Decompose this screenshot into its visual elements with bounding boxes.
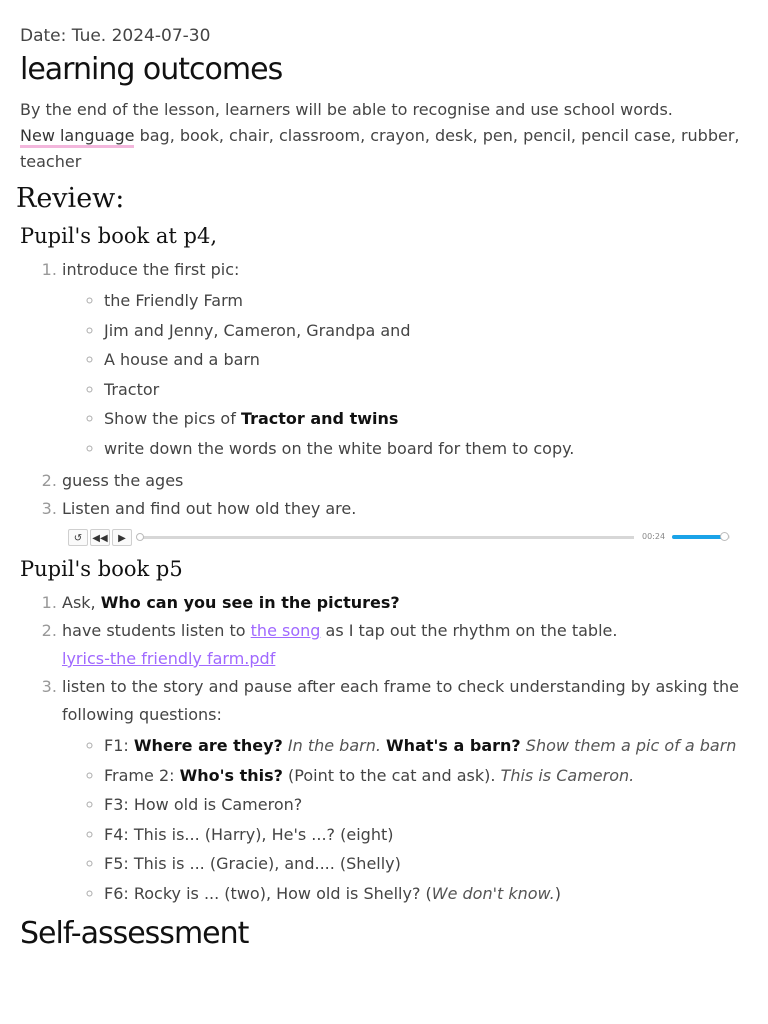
text: F1: <box>104 736 134 755</box>
text: F6: Rocky is ... (two), How old is Shelly? ( <box>104 883 432 903</box>
list-item <box>62 589 750 617</box>
volume-slider[interactable] <box>672 535 730 539</box>
ask-prefix: Ask, <box>62 593 101 612</box>
section-p5-heading: Pupil's book p5 <box>20 557 183 581</box>
play-icon: ▶ <box>118 533 126 544</box>
list-item <box>104 879 750 909</box>
text: (Point to the cat and ask). <box>282 765 501 785</box>
volume-handle[interactable] <box>720 532 729 541</box>
list-item: ◦ F3: How old is Cameron? <box>104 790 750 820</box>
bold-text: Who's this? <box>179 765 283 785</box>
new-language-paragraph <box>20 123 750 175</box>
list-item <box>104 761 750 791</box>
list-item <box>62 256 750 463</box>
replay-button[interactable] <box>68 529 88 546</box>
list-item <box>62 673 750 908</box>
rewind-icon: ◀◀ <box>92 533 108 544</box>
story-instruction: listen to the story and pause after each frame to check understanding by asking the following questions: <box>62 677 739 724</box>
italic-text: Show them a pic of a barn <box>525 736 737 755</box>
list-item <box>104 404 750 434</box>
play-button[interactable] <box>112 529 132 546</box>
volume-level <box>672 535 725 539</box>
outcomes-sentence: By the end of the lesson, learners will be able to recognise and use school words. <box>20 100 673 119</box>
learning-outcomes-heading: learning outcomes <box>20 52 283 87</box>
rewind-button[interactable] <box>90 529 110 546</box>
replay-icon: ↺ <box>73 533 83 544</box>
list-item: ◦ A house and a barn <box>104 345 750 375</box>
lesson-date: Date: Tue. 2024-07-30 <box>20 26 211 46</box>
list-item: ◦ F5: This is ... (Gracie), and.... (Shelly) <box>104 849 750 879</box>
p5-steps-list <box>20 589 750 908</box>
frame-questions <box>62 731 750 908</box>
lesson-page <box>16 26 750 951</box>
bullet-text: Show the pics of <box>104 409 241 428</box>
list-item: 2. guess the ages <box>62 467 750 495</box>
list-item: ◦ write down the words on the white board for them to copy. <box>104 434 750 464</box>
new-language-words: bag, book, chair, classroom, crayon, desk, pen, pencil, pencil case, rubber, teacher <box>20 126 740 171</box>
list-item <box>104 731 750 761</box>
section-p4-heading: Pupil's book at p4, <box>20 224 217 248</box>
text: ) <box>554 883 561 903</box>
italic-text: This is Cameron. <box>500 765 635 785</box>
bold-text: What's a barn? <box>386 736 521 755</box>
first-pic-bullets <box>62 286 750 463</box>
audio-progress-bar[interactable] <box>140 536 634 539</box>
listen-suffix: as I tap out the rhythm on the table. <box>320 621 618 640</box>
list-item: ◦ F4: This is... (Harry), He's ...? (eight) <box>104 820 750 850</box>
list-item <box>62 617 750 673</box>
listen-prefix: have students listen to <box>62 621 251 640</box>
song-link[interactable]: the song <box>250 621 321 640</box>
lyrics-file-link[interactable]: lyrics-the friendly farm.pdf <box>62 649 276 668</box>
new-language-highlight: New language <box>20 126 134 148</box>
p4-steps-list <box>20 256 750 523</box>
step-introduce-text: introduce the first pic: <box>62 260 240 279</box>
progress-handle[interactable] <box>136 533 144 541</box>
italic-text: We don't know. <box>431 883 555 903</box>
bold-text: Tractor and twins <box>240 409 399 428</box>
list-item: ◦ Tractor <box>104 375 750 405</box>
list-item: ◦ Jim and Jenny, Cameron, Grandpa and <box>104 316 750 346</box>
bold-text: Who can you see in the pictures? <box>100 593 400 612</box>
list-item: ◦ the Friendly Farm <box>104 286 750 316</box>
text: Frame 2: <box>104 765 180 785</box>
list-item: 3. Listen and find out how old they are. <box>62 495 750 523</box>
review-heading: Review: <box>16 183 125 214</box>
audio-time: 00:24 <box>642 532 666 541</box>
self-assessment-heading: Self-assessment <box>20 916 249 951</box>
italic-text: In the barn. <box>287 736 381 755</box>
audio-player <box>68 529 736 547</box>
bold-text: Where are they? <box>133 736 283 755</box>
